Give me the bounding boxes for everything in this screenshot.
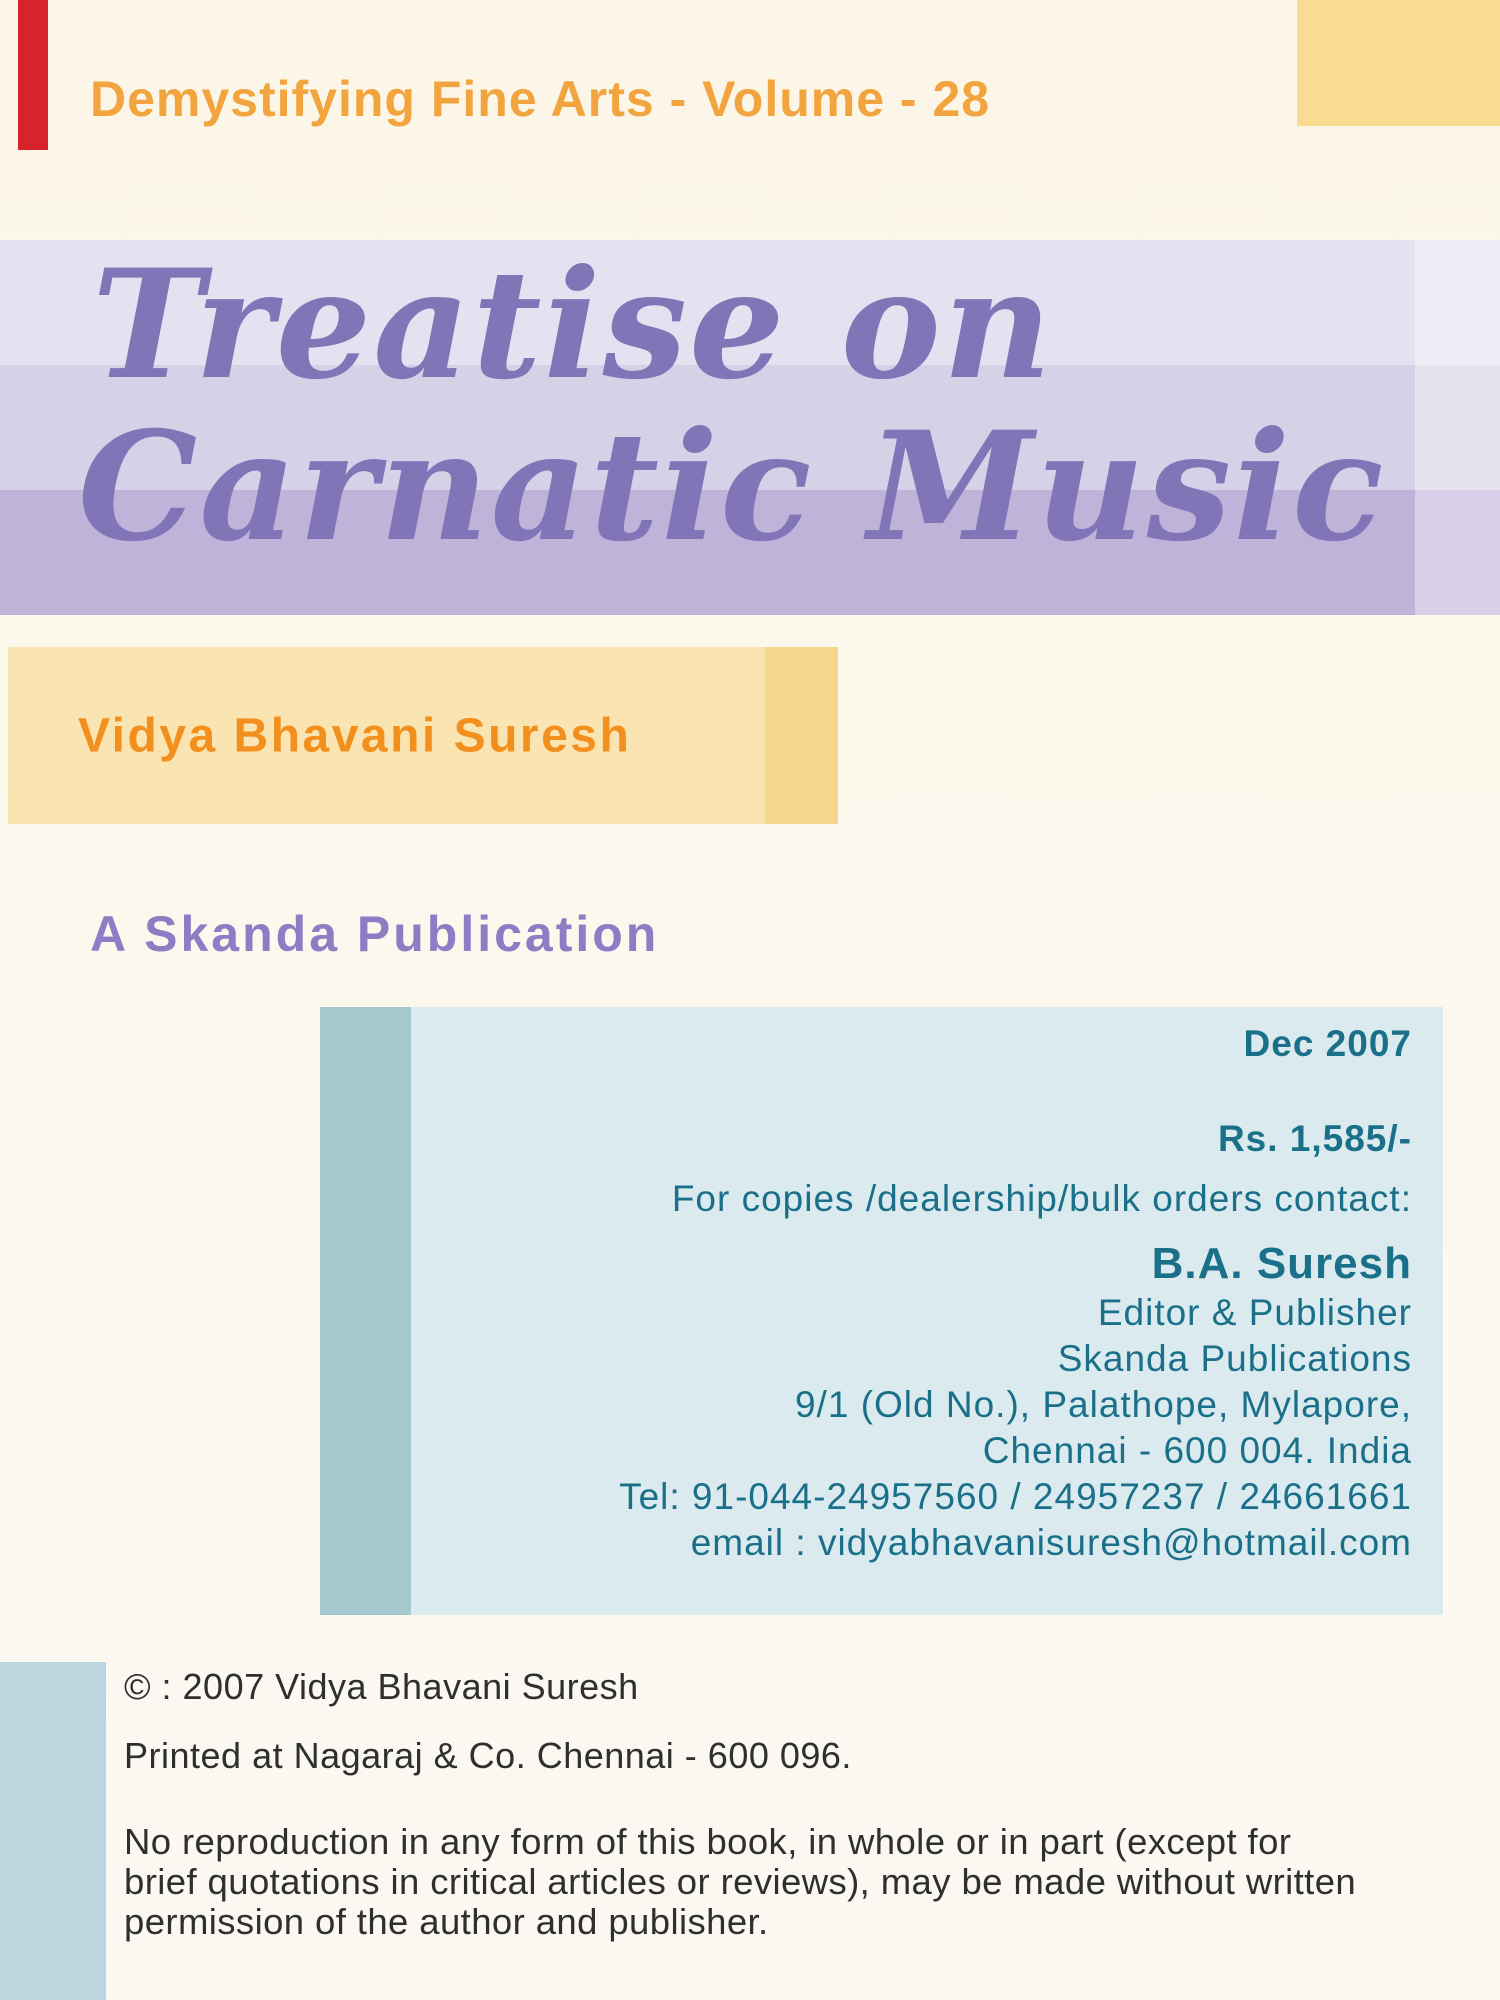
printer-line: Printed at Nagaraj & Co. Chennai - 600 096. — [124, 1735, 852, 1776]
notice-line-3: permission of the author and publisher. — [124, 1901, 769, 1942]
bottom-left-block — [0, 1662, 106, 2000]
price: Rs. 1,585/- — [1217, 1118, 1412, 1159]
author-banner-cap — [765, 647, 838, 824]
contact-intro: For copies /dealership/bulk orders contact: — [671, 1178, 1412, 1219]
contact-role: Editor & Publisher — [1097, 1292, 1412, 1333]
contact-box-left-strip — [320, 1007, 411, 1615]
email-line: email : vidyabhavanisuresh@hotmail.com — [690, 1522, 1412, 1563]
title-banner — [0, 237, 1500, 615]
author-name: Vidya Bhavani Suresh — [78, 709, 632, 762]
series-title: Demystifying Fine Arts - Volume - 28 — [90, 71, 991, 127]
contact-name: B.A. Suresh — [1151, 1239, 1412, 1288]
phone-line: Tel: 91-044-24957560 / 24957237 / 24661661 — [619, 1476, 1412, 1517]
notice-line-2: brief quotations in critical articles or reviews), may be made without written — [124, 1861, 1357, 1902]
yellow-corner-block — [1297, 0, 1500, 126]
red-edge-strip — [18, 0, 48, 150]
contact-box — [320, 1007, 1443, 1615]
banner-right-light-column — [1415, 240, 1500, 615]
author-banner — [8, 647, 838, 824]
notice-line-1: No reproduction in any form of this book, in whole or in part (except for — [124, 1821, 1292, 1862]
reproduction-notice — [124, 1822, 1469, 1942]
book-title-line1: Treatise on — [92, 237, 1054, 413]
address-line2: Chennai - 600 004. India — [982, 1430, 1412, 1471]
contact-lines — [422, 1021, 1412, 1566]
address-line1: 9/1 (Old No.), Palathope, Mylapore, — [794, 1384, 1412, 1425]
publisher-line: A Skanda Publication — [90, 906, 660, 962]
book-title-line2: Carnatic Music — [78, 399, 1386, 575]
copyright-line: © : 2007 Vidya Bhavani Suresh — [124, 1666, 639, 1707]
contact-company: Skanda Publications — [1057, 1338, 1412, 1379]
publication-date: Dec 2007 — [1243, 1023, 1412, 1064]
